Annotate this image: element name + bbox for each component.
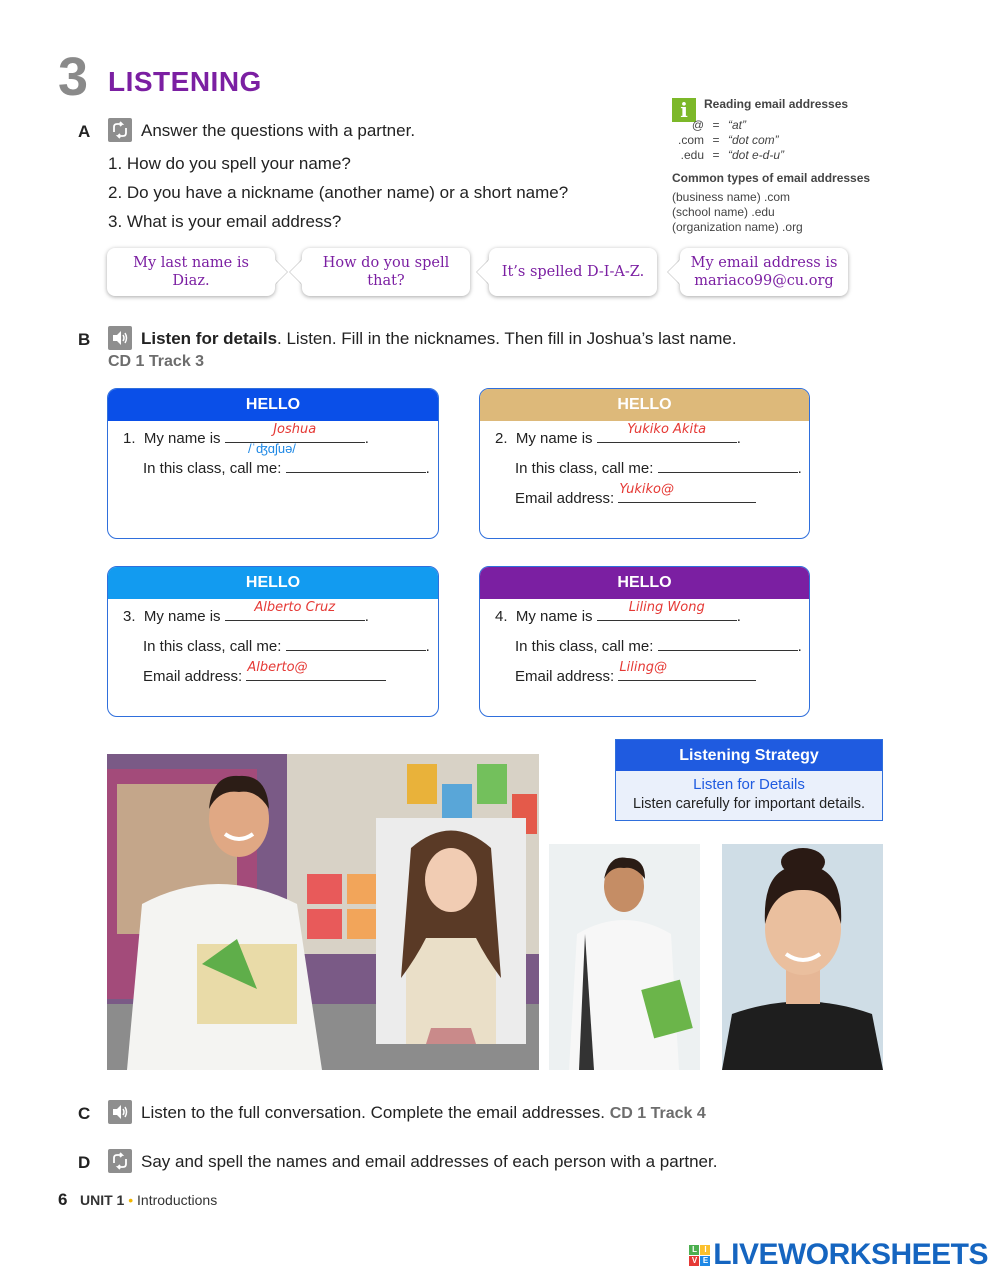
part-a-letter: A — [78, 122, 91, 141]
part-d-instruction: Say and spell the names and email addresses of each person with a partner. — [141, 1152, 718, 1171]
nickname-input[interactable] — [658, 457, 798, 473]
strategy-header: Listening Strategy — [616, 740, 882, 771]
name-card-2: HELLO 2. My name is Yukiko Akita . In this class, call me: . Email address: Yukiko@ — [479, 388, 810, 539]
pair-work-icon — [108, 1149, 132, 1173]
question-item: 1. How do you spell your name? — [108, 154, 351, 173]
card-header: HELLO — [108, 389, 438, 421]
part-c-letter: C — [78, 1104, 91, 1123]
audio-icon — [108, 1100, 132, 1124]
strategy-description: Listen carefully for important details. — [632, 796, 866, 812]
page-number: 6 — [58, 1190, 68, 1209]
bubble-tail — [668, 260, 680, 284]
question-item: 3. What is your email address? — [108, 212, 342, 231]
liveworksheets-logo-icon: L I V E — [689, 1245, 710, 1266]
info-icon: i — [672, 98, 696, 122]
part-c-instruction: Listen to the full conversation. Complete the email addresses. CD 1 Track 4 — [141, 1103, 706, 1122]
card-header: HELLO — [480, 389, 809, 421]
part-b-letter: B — [78, 330, 91, 349]
email-input[interactable]: Yukiko@ — [618, 487, 756, 503]
bubble-tail — [290, 260, 302, 284]
nickname-input[interactable] — [286, 635, 426, 651]
info-title: Reading email addresses — [704, 97, 849, 111]
name-input[interactable]: Liling Wong — [597, 605, 737, 621]
name-card-3: HELLO 3. My name is Alberto Cruz . In this class, call me: . Email address: Alberto@ — [107, 566, 439, 717]
email-input[interactable]: Liling@ — [618, 665, 756, 681]
card-header: HELLO — [480, 567, 809, 599]
liveworksheets-brand: L I V E LIVEWORKSHEETS — [689, 1238, 988, 1272]
name-input[interactable]: Yukiko Akita — [597, 427, 737, 443]
question-item: 2. Do you have a nickname (another name) or a short name? — [108, 183, 569, 202]
name-input[interactable]: Joshua — [225, 427, 365, 443]
nickname-input[interactable] — [658, 635, 798, 651]
name-card-4: HELLO 4. My name is Liling Wong . In this class, call me: . Email address: Liling@ — [479, 566, 810, 717]
bubble-tail — [275, 260, 287, 284]
section-number: 3 — [58, 47, 89, 107]
question-list — [108, 149, 568, 236]
strategy-title: Listen for Details — [693, 776, 805, 793]
email-types-list: (business name) .com (school name) .edu (organization name) .org — [672, 190, 803, 234]
section-title: LISTENING — [108, 66, 262, 97]
audio-icon — [108, 326, 132, 350]
pair-work-icon — [108, 118, 132, 142]
speech-bubble: My last name is Diaz. — [107, 248, 275, 296]
part-d-letter: D — [78, 1153, 91, 1172]
nickname-input[interactable] — [286, 457, 426, 473]
bubble-tail — [477, 260, 489, 284]
photo-young-man-backpack — [549, 844, 700, 1070]
part-a-instruction: Answer the questions with a partner. — [141, 121, 416, 140]
speech-bubble: My email address is mariaco99@cu.org — [680, 248, 848, 296]
photo-woman-smiling — [722, 844, 883, 1070]
unit-label: UNIT 1 • Introductions — [80, 1192, 218, 1208]
email-types-title: Common types of email addresses — [672, 171, 871, 185]
speech-bubble: It’s spelled D-I-A-Z. — [489, 248, 657, 296]
abbreviation-list: @ = “at” .com = “dot com” .edu = “dot e-d-u” — [677, 118, 785, 162]
card-header: HELLO — [108, 567, 438, 599]
name-input[interactable]: Alberto Cruz — [225, 605, 365, 621]
name-card-1: HELLO 1. My name is Joshua . /ˈʤɑʃuə/ In this class, call me: . — [107, 388, 439, 539]
listening-strategy-box — [615, 739, 883, 821]
email-input[interactable]: Alberto@ — [246, 665, 386, 681]
part-b-instruction: Listen for details. Listen. Fill in the nicknames. Then fill in Joshua’s last name. — [141, 329, 737, 348]
part-b-track: CD 1 Track 3 — [108, 353, 205, 370]
photo-young-woman — [376, 818, 526, 1044]
speech-bubble: How do you spell that? — [302, 248, 470, 296]
phonetic-note: /ˈʤɑʃuə/ — [248, 441, 296, 456]
